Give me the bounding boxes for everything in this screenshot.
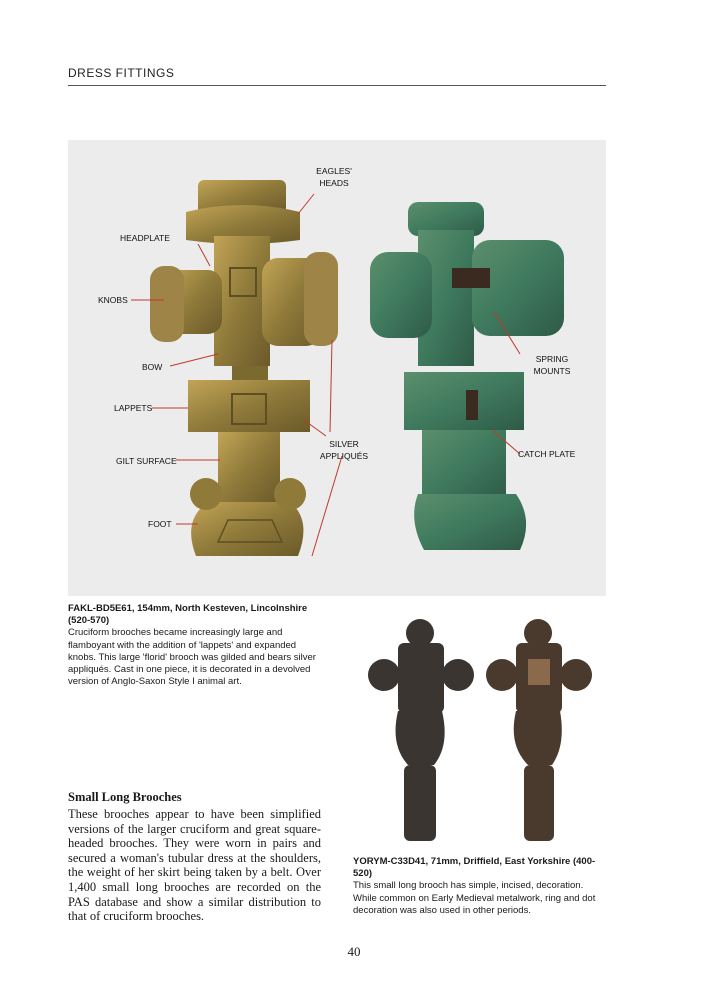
label-catch-plate: CATCH PLATE (518, 449, 576, 459)
small-brooch-back (486, 619, 592, 841)
running-header: DRESS FITTINGS (68, 66, 175, 80)
header-rule (68, 85, 606, 86)
label-eagles-heads-2: HEADS (319, 178, 349, 188)
small-long-brooches-section (68, 790, 321, 924)
page-number: 40 (347, 944, 361, 959)
label-silver-appliques-2: APPLIQUÉS (319, 451, 369, 461)
figure1-caption-title: FAKL-BD5E61, 154mm, North Kesteven, Lincolnshire (520-570) (68, 603, 308, 627)
figure2-caption-title: YORYM-C33D41, 71mm, Driffield, East Yorkshire (400-520) (353, 856, 596, 880)
small-brooch-front (368, 619, 474, 841)
label-spring-mounts-2: MOUNTS (533, 366, 571, 376)
label-eagles-heads-1: EAGLES' (316, 166, 352, 176)
label-bow: BOW (142, 362, 163, 372)
figure2-caption-body: This small long brooch has simple, incised, decoration. While common on Early Medieval metalwork, ring and dot decoration was also used in other periods. (353, 880, 596, 916)
cruciform-brooch-photo (68, 140, 606, 596)
label-foot: FOOT (148, 519, 172, 529)
section-heading: Small Long Brooches (68, 790, 182, 804)
label-gilt-surface: GILT SURFACE (116, 456, 177, 466)
label-knobs: KNOBS (98, 295, 128, 305)
figure1-caption (68, 603, 318, 688)
brooch-back (370, 202, 564, 550)
label-spring-mounts-1: SPRING (535, 354, 569, 364)
figure2-caption (353, 856, 608, 917)
label-lappets: LAPPETS (114, 403, 153, 413)
label-silver-appliques-1: SILVER (329, 439, 359, 449)
figure1-caption-body: Cruciform brooches became increasingly large and flamboyant with the addition of 'lappets' and expanded knobs. This large 'florid' brooch was gilded and bears silver appliqués. Cast in one piece, it is decorated in a devolved version of Anglo-Saxon Style I animal art. (68, 627, 316, 688)
brooch-front (150, 180, 338, 556)
section-body: These brooches appear to have been simplified versions of the larger cruciform and great square-headed brooches. They were worn in pairs and secured a woman's tubular dress at the shoulders, the weight of her skirt being taken by a belt. Over 1,400 small long brooches are recorded on the PAS database and show a similar distribution to that of cruciform brooches. (68, 807, 321, 924)
small-long-brooch-photo (352, 615, 608, 853)
label-headplate: HEADPLATE (120, 233, 170, 243)
